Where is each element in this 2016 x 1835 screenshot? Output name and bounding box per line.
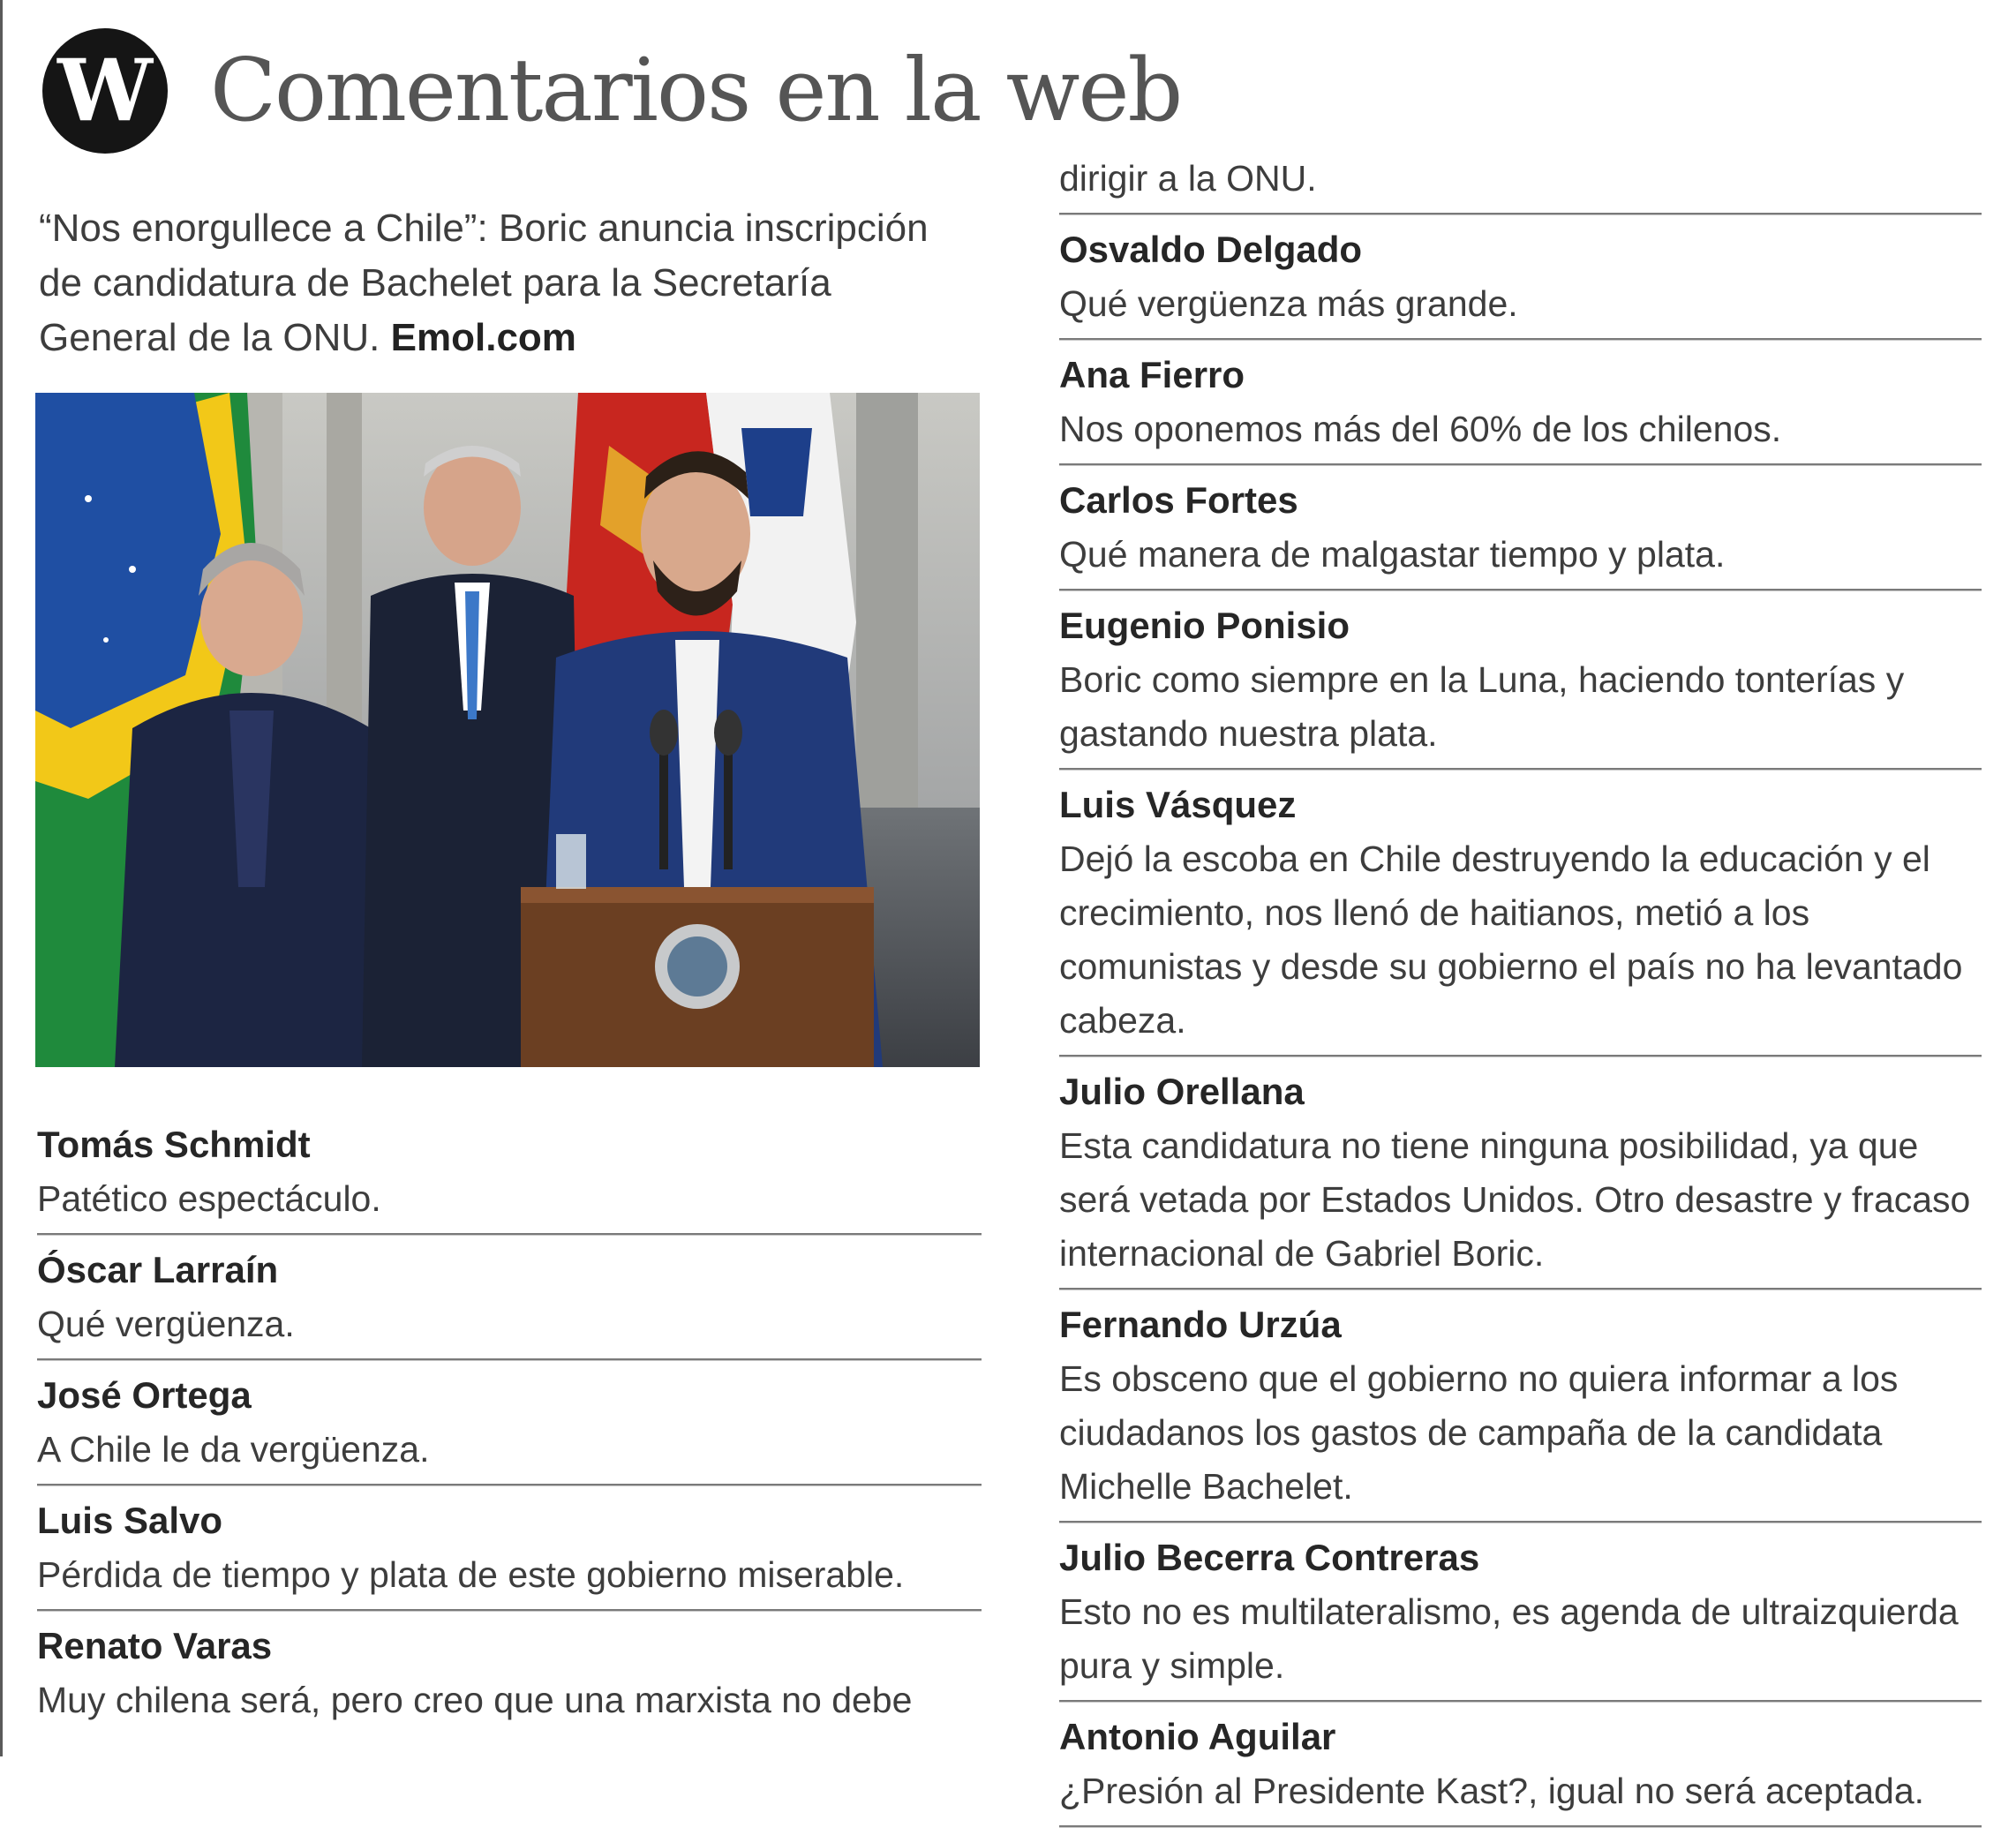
- comment-author: Tomás Schmidt: [37, 1124, 311, 1165]
- comment-text: Esta candidatura no tiene ninguna posibilidad, ya que será vetada por Estados Unidos. Otro desastre y fracaso internacional de Gabriel Boric.: [1059, 1125, 1971, 1274]
- comment-item: [1059, 473, 1982, 582]
- comment-author: Carlos Fortes: [1059, 479, 1298, 521]
- comment-item: [37, 1243, 982, 1351]
- comment-divider: [1059, 1288, 1982, 1290]
- comment-text: Qué manera de malgastar tiempo y plata.: [1059, 534, 1726, 575]
- comment-text: ¿Presión al Presidente Kast?, igual no será aceptada.: [1059, 1771, 1925, 1811]
- comment-author: Fernando Urzúa: [1059, 1304, 1342, 1345]
- comment-author: José Ortega: [37, 1374, 252, 1416]
- comment-author: Eugenio Ponisio: [1059, 605, 1350, 646]
- comments-right-column: [1059, 152, 1982, 1835]
- comment-text: Es obsceno que el gobierno no quiera informar a los ciudadanos los gastos de campaña de la candidata Michelle Bachelet.: [1059, 1358, 1899, 1507]
- press-photo: [35, 393, 980, 1067]
- comment-author: Óscar Larraín: [37, 1249, 279, 1290]
- comment-item: [37, 1493, 982, 1602]
- comment-author: Julio Becerra Contreras: [1059, 1537, 1480, 1578]
- comment-divider: [1059, 1055, 1982, 1057]
- lead-source: Emol.com: [390, 316, 576, 359]
- comment-text: Patético espectáculo.: [37, 1178, 381, 1219]
- comment-item: [1059, 1297, 1982, 1514]
- comment-text: Boric como siempre en la Luna, haciendo tonterías y gastando nuestra plata.: [1059, 659, 1905, 754]
- comment-item: [37, 1117, 982, 1226]
- comment-author: Julio Orellana: [1059, 1071, 1305, 1112]
- comment-item: [1059, 1710, 1982, 1818]
- comment-divider: [37, 1609, 982, 1612]
- continued-comment-text: dirigir a la ONU.: [1059, 158, 1317, 199]
- comment-author: Renato Varas: [37, 1625, 273, 1666]
- comment-author: Luis Vásquez: [1059, 784, 1297, 825]
- comment-item: [1059, 1530, 1982, 1693]
- press-photo-illustration: [35, 393, 980, 1067]
- comment-author: Ana Fierro: [1059, 354, 1245, 395]
- comment-divider: [37, 1358, 982, 1361]
- comments-left-column: [37, 1117, 982, 1727]
- comment-text: Qué vergüenza.: [37, 1304, 295, 1344]
- comment-text: Esto no es multilateralismo, es agenda de ultraizquierda pura y simple.: [1059, 1591, 1959, 1686]
- comment-item: [1059, 348, 1982, 456]
- comment-divider: [37, 1233, 982, 1236]
- comment-divider: [1059, 1700, 1982, 1703]
- comment-item: [37, 1619, 982, 1727]
- lead-text: “Nos enorgullece a Chile”: Boric anuncia inscripción de candidatura de Bachelet para la Secretaría General de la ONU.: [39, 207, 929, 359]
- comment-text: Muy chilena será, pero creo que una marxista no debe: [37, 1680, 913, 1720]
- comment-text: Nos oponemos más del 60% de los chilenos.: [1059, 409, 1782, 449]
- comment-divider: [1059, 589, 1982, 591]
- comment-text: Pérdida de tiempo y plata de este gobierno miserable.: [37, 1554, 905, 1595]
- comment-divider: [1059, 1825, 1982, 1828]
- comment-item: [37, 1368, 982, 1477]
- comment-item: [1059, 778, 1982, 1048]
- comment-item: [1059, 598, 1982, 761]
- comment-item: [1059, 1064, 1982, 1281]
- comment-text: Dejó la escoba en Chile destruyendo la educación y el crecimiento, nos llenó de haitianos, metió a los comunistas y desde su gobierno el país no ha levantado cabeza.: [1059, 839, 1963, 1041]
- web-logo-icon: [42, 28, 168, 154]
- comment-divider: [1059, 768, 1982, 771]
- comment-text: A Chile le da vergüenza.: [37, 1429, 430, 1470]
- logo-letter: W: [57, 41, 153, 140]
- lead-paragraph: [39, 201, 966, 365]
- comment-divider: [1059, 338, 1982, 341]
- section-header: [42, 25, 1181, 157]
- comment-item: [1059, 222, 1982, 331]
- left-margin-rule: [0, 0, 3, 1756]
- comment-text: Qué vergüenza más grande.: [1059, 283, 1518, 324]
- comment-author: Luis Salvo: [37, 1500, 223, 1541]
- comment-author: Osvaldo Delgado: [1059, 229, 1363, 270]
- comment-divider: [37, 1484, 982, 1486]
- section-title: Comentarios en la web: [210, 41, 1182, 141]
- comment-author: Antonio Aguilar: [1059, 1716, 1336, 1757]
- comment-divider: [1059, 213, 1982, 215]
- comment-divider: [1059, 463, 1982, 466]
- comment-divider: [1059, 1521, 1982, 1523]
